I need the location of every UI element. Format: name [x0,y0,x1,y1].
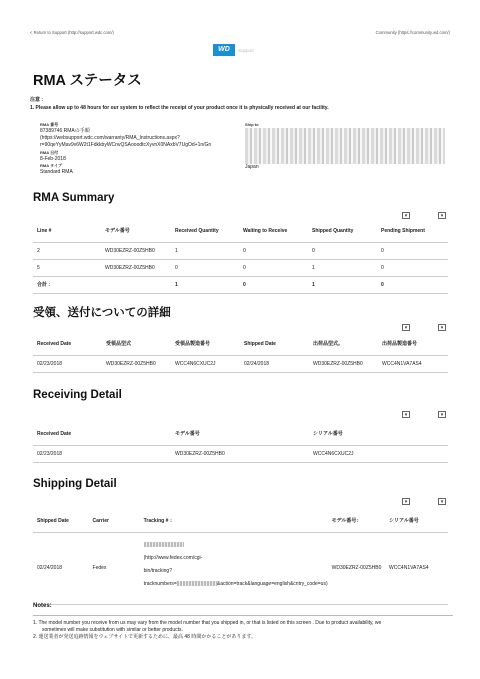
table-cell: WD30EZRZ-00Z5HB0 [309,355,378,372]
redacted-tracking-number [177,581,217,586]
table-cell: WD30EZRZ-00Z5HB0 [171,445,309,462]
table-cell: WCC4N6CXUC2J [309,445,448,462]
column-header: 受領品製造番号 [171,333,240,355]
table-cell: 合計 : [33,276,101,293]
table-row [33,259,448,276]
rma-summary-table [33,220,448,294]
community-link[interactable]: Community (https://community.wd.com/) [375,30,450,35]
receiving-detail-title: Receiving Detail [33,389,122,401]
top-bar [30,30,450,40]
notice-label: 注意 : [30,97,44,103]
note-1 [33,620,453,633]
tracking-link-3[interactable]: tracknumbers= [143,580,177,587]
table-row [33,532,448,604]
tracking-link-1[interactable]: (http://www.fedex.com/cgi- [143,554,203,561]
column-header: シリアル番号 [309,423,448,445]
divider [33,615,453,616]
table-cell: 5 [33,259,101,276]
redacted-address [245,128,445,164]
column-header: Received Date [33,423,171,445]
tracking-link-2[interactable]: bin/tracking? [143,567,172,574]
logo-tagline: Support [238,48,254,53]
chevron-down-icon[interactable]: ▾ [438,498,446,505]
notes-block [33,603,453,641]
column-header: Shipped Date [33,510,89,532]
ship-to-country: Japan [245,164,259,170]
table-cell: 02/23/2018 [33,445,171,462]
rma-instructions-link[interactable]: RMAの手順 [63,128,90,134]
table-cell: 0 [239,276,308,293]
column-header: Shipped Quantity [308,220,377,242]
wd-logo: WD [213,44,235,56]
table-cell: 1 [171,276,239,293]
table-cell: 0 [171,259,239,276]
column-header: 受領品型式 [102,333,171,355]
chevron-down-icon[interactable]: ▾ [438,212,446,219]
table-cell: WCC4N6CXUC2J [171,355,240,372]
chevron-down-icon[interactable]: ▾ [438,324,446,331]
column-header: Waiting to Receive [239,220,308,242]
rma-type-label: RMA タイプ [40,162,62,168]
notice-block [30,96,329,111]
notes-label: Notes: [33,603,52,609]
note-1-line-1: 1. The model number you receive from us may vary from the model number that you shipped in, or that is listed on this screen . Due to product availability, we [33,620,382,626]
rma-number-label: RMA 番号 [40,122,59,127]
rma-instructions-url-1[interactable]: (https://websupport.wdc.com/warranty/RMA_Instructions.aspx? [40,135,180,142]
receipt-shipping-title: 受領、送付についての詳細 [33,307,171,319]
table-cell: 02/24/2018 [240,355,309,372]
column-header[interactable]: Tracking # ↕ [140,510,328,532]
table-cell: Fedex [89,532,140,604]
shipping-detail-title: Shipping Detail [33,478,117,490]
table-cell: WD30EZRZ-00Z5HB0 [102,355,171,372]
column-header: Carrier [89,510,140,532]
table-cell: 1 [171,242,239,259]
table-cell: 2 [33,242,101,259]
page-title: RMA ステータス [33,73,142,89]
rma-number: 87389746 [40,128,63,134]
rma-info [40,122,240,176]
tracking-cell [140,532,328,604]
notice-item: 1. Please allow up to 48 hours for our system to reflect the receipt of your product once it is physically received at our facility. [30,105,329,111]
receipt-shipping-table [33,333,448,373]
chevron-down-icon[interactable]: ▾ [402,498,410,505]
table-cell: WD30EZRZ-00Z5HB0 [328,532,385,604]
table-cell: WD30EZRZ-00Z5HB0 [101,242,171,259]
shipping-detail-table [33,510,448,605]
rma-summary-title: RMA Summary [33,192,115,204]
table-cell: 1 [308,259,377,276]
table-row [33,445,448,462]
table-cell: WCC4N1VA7AS4 [378,355,448,372]
column-header[interactable]: モデル番号↕ [328,510,385,532]
table-cell [101,276,171,293]
column-header: Line # [33,220,101,242]
ship-to-label: Ship to [245,122,259,127]
chevron-down-icon[interactable]: ▾ [402,324,410,331]
table-cell: 0 [377,242,448,259]
note-1-line-2: sometimes will make substitution with similar or better products. [42,626,183,633]
receiving-detail-table [33,423,448,463]
column-header: シリアル番号 [385,510,448,532]
table-cell: 0 [239,259,308,276]
redacted-tracking-number [144,542,184,547]
table-cell: 0 [377,259,448,276]
chevron-down-icon[interactable]: ▾ [402,212,410,219]
column-header: Received Quantity [171,220,239,242]
ship-to [245,122,445,171]
table-cell: WCC4N1VA7AS4 [385,532,448,604]
column-header: モデル番号 [101,220,171,242]
column-header: Pending Shipment [377,220,448,242]
return-to-support-link[interactable]: < Return to Support (http://support.wdc.com/) [30,30,114,35]
table-cell: 02/24/2018 [33,532,89,604]
table-row [33,355,448,372]
table-cell: 0 [239,242,308,259]
table-cell: 0 [377,276,448,293]
column-header: モデル番号 [171,423,309,445]
chevron-down-icon[interactable]: ▾ [402,411,410,418]
rma-type: Standard RMA [40,168,73,175]
table-cell: 02/23/2018 [33,355,102,372]
rma-date: 8-Feb-2018 [40,155,66,162]
table-row [33,242,448,259]
rma-date-label: RMA 日付 [40,149,59,155]
table-total-row [33,276,448,293]
tracking-link-4[interactable]: &action=track&language=english&cntry_code=us) [216,580,328,587]
note-2: 2. 運送業者が発送追跡情報をウェブサイトで更新するために、最高 48 時間かかることがあります。 [33,634,256,641]
table-cell: WD30EZRZ-00Z5HB0 [101,259,171,276]
rma-instructions-url-2[interactable]: r=90qeYyMav9v6W2t1FdkkbyWCnvQSAooodtcXyvnX0NAxbV7UgOd+1n/Gn [40,142,212,149]
column-header: Shipped Date [240,333,309,355]
table-cell: 0 [308,242,377,259]
table-cell: 1 [308,276,377,293]
column-header: Received Date [33,333,102,355]
chevron-down-icon[interactable]: ▾ [438,411,446,418]
column-header: 出荷品型式。 [309,333,378,355]
column-header: 出荷品製造番号 [378,333,448,355]
